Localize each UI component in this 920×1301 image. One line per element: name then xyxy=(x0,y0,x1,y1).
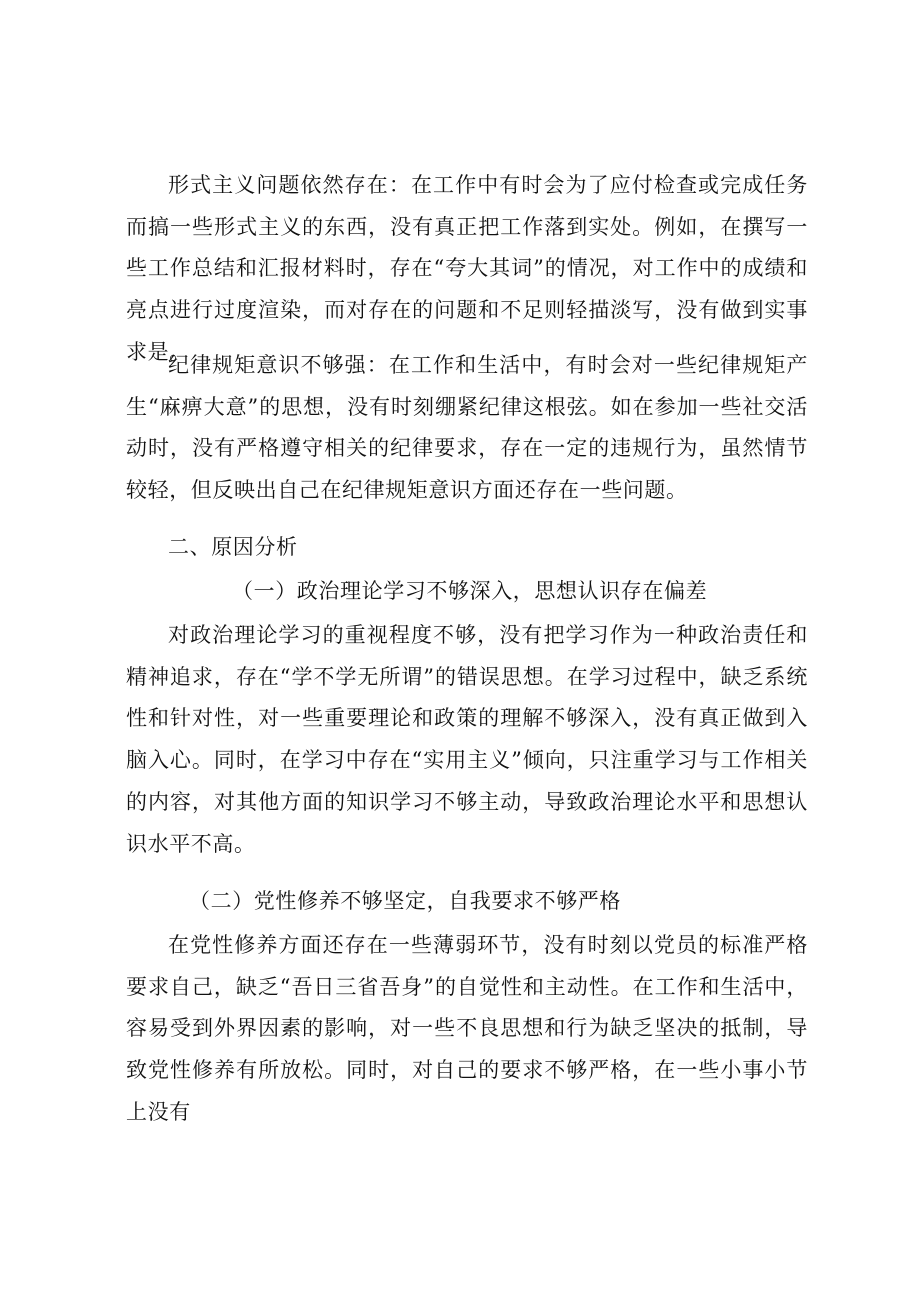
paragraph-discipline: 纪律规矩意识不够强：在工作和生活中，有时会对一些纪律规矩产生“麻痹大意”的思想，没有时刻绷紧纪律这根弦。如在参加一些社交活动时，没有严格遵守相关的纪律要求，存在一定的违规行为，虽然情节较轻，但反映出自己在纪律规矩意识方面还存在一些问题。 xyxy=(126,353,808,503)
paragraph-formalism: 形式主义问题依然存在：在工作中有时会为了应付检查或完成任务而搞一些形式主义的东西，没有真正把工作落到实处。例如，在撰写一些工作总结和汇报材料时，存在“夸大其词”的情况，对工作中的成绩和亮点进行过度渲染，而对存在的问题和不足则轻描淡写，没有做到实事求是。 xyxy=(126,173,808,364)
paragraph-political-study: 对政治理论学习的重视程度不够，没有把学习作为一种政治责任和精神追求，存在“学不学无所谓”的错误思想。在学习过程中，缺乏系统性和针对性，对一些重要理论和政策的理解不够深入，没有真正做到入脑入心。同时，在学习中存在“实用主义”倾向，只注重学习与工作相关的内容，对其他方面的知识学习不够主动，导致政治理论水平和思想认识水平不高。 xyxy=(126,623,808,856)
section-heading: 二、原因分析 xyxy=(168,535,298,559)
paragraph-party-spirit: 在党性修养方面还存在一些薄弱环节，没有时刻以党员的标准严格要求自己，缺乏“吾日三省吾身”的自觉性和主动性。在工作和生活中，容易受到外界因素的影响，对一些不良思想和行为缺乏坚决的抵制，导致党性修养有所放松。同时，对自己的要求不够严格，在一些小事小节上没有 xyxy=(126,933,808,1124)
subsection-heading-2: （二）党性修养不够坚定，自我要求不够严格 xyxy=(189,889,621,913)
subsection-heading-1: （一）政治理论学习不够深入，思想认识存在偏差 xyxy=(232,579,708,603)
